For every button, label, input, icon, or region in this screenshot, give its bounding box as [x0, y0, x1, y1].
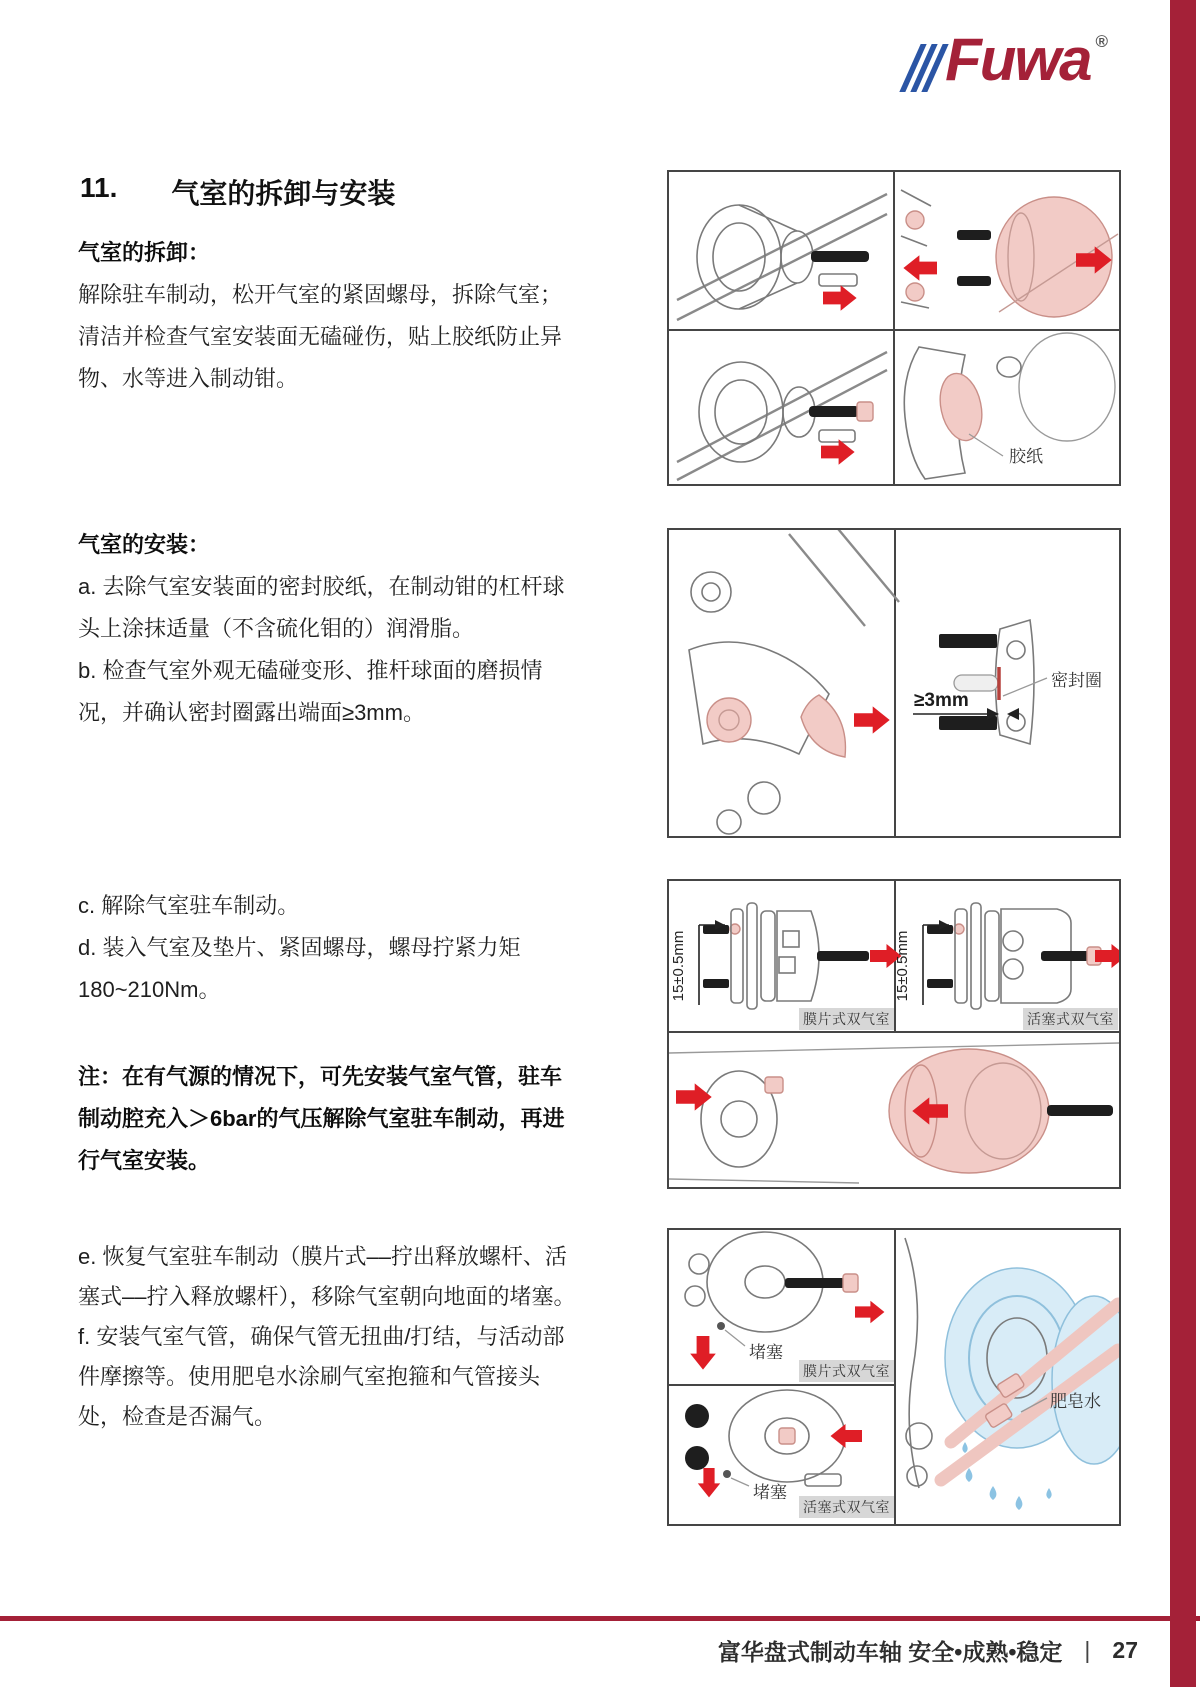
- note-text: 注：在有气源的情况下，可先安装气室气管，驻车制动腔充入＞6bar的气压解除气室驻车制动，再进行气室安装。: [78, 1064, 565, 1173]
- removal-section: [78, 236, 583, 400]
- figure-removal-art: [669, 172, 1119, 484]
- logo-wordmark: Fuwa: [945, 26, 1091, 93]
- figure-seal-check: [667, 528, 1121, 838]
- install-item-c: c. 解除气室驻车制动。: [78, 893, 300, 918]
- piston-type-tag: 活塞式双气室: [1023, 1008, 1118, 1030]
- install-heading: 气室的安装：: [78, 532, 211, 557]
- seal-closeup-drawing: [913, 620, 1047, 744]
- logo-slashes-icon: [910, 44, 938, 92]
- footer-page-number: 27: [1112, 1637, 1138, 1663]
- footer-separator: |: [1084, 1637, 1091, 1663]
- note-block: [78, 1056, 583, 1182]
- diaphragm-chamber-drawing: [670, 903, 869, 1009]
- section-number: 11.: [80, 172, 118, 203]
- plug-label: 堵塞: [749, 1343, 783, 1362]
- stroke-dimension-text: 15±0.5mm: [894, 930, 911, 1002]
- piston-chamber-drawing: [894, 903, 1101, 1009]
- install-steps-ef: [78, 1237, 583, 1437]
- section-title-text: 气室的拆卸与安装: [171, 178, 396, 209]
- soap-water-label: 肥皂水: [1050, 1392, 1101, 1411]
- section-title: [80, 172, 395, 212]
- red-arrow-icon: [676, 1083, 712, 1110]
- install-steps-cd: [78, 885, 583, 1011]
- registered-mark-icon: ®: [1095, 32, 1108, 51]
- red-arrow-icon: [855, 1301, 884, 1323]
- axle-drawing: [677, 352, 887, 480]
- removal-body: 解除驻车制动，松开气室的紧固螺母，拆除气室；清洁并检查气室安装面无磕碰伤，贴上胶纸防止异物、水等进入制动钳。: [78, 282, 563, 391]
- figure-park-release: [667, 1228, 1121, 1526]
- diaphragm-type-tag: 膜片式双气室: [799, 1360, 894, 1382]
- page-footer: [718, 1634, 1138, 1667]
- red-arrow-icon: [690, 1336, 716, 1370]
- chamber-install-drawing: [669, 1043, 1119, 1183]
- stroke-dimension-text: 15±0.5mm: [670, 930, 687, 1002]
- install-item-f: f. 安装气室气管，确保气管无扭曲/打结，与活动部件摩擦等。使用肥皂水涂刷气室抱箍和气管接头处，检查是否漏气。: [78, 1324, 565, 1429]
- diaphragm-release-drawing: [685, 1232, 858, 1346]
- figure-install-torque: [667, 879, 1121, 1189]
- install-item-a: a. 去除气室安装面的密封胶纸，在制动钳的杠杆球头上涂抹适量（不含硫化钼的）润滑脂。: [78, 574, 565, 641]
- piston-type-tag: 活塞式双气室: [799, 1496, 894, 1518]
- fuwa-logo: [910, 26, 1108, 93]
- diaphragm-type-tag: 膜片式双气室: [799, 1008, 894, 1030]
- install-item-e: e. 恢复气室驻车制动（膜片式––拧出释放螺杆、活塞式––拧入释放螺杆），移除气室朝向地面的堵塞。: [78, 1244, 576, 1309]
- tape-label: 胶纸: [1009, 447, 1043, 466]
- install-section: [78, 528, 583, 734]
- seal-dimension-text: ≥3mm: [914, 690, 969, 711]
- red-arrow-icon: [698, 1468, 720, 1497]
- red-arrow-icon: [831, 1424, 863, 1448]
- red-arrow-icon: [821, 439, 855, 465]
- page-edge-bar: [1170, 0, 1196, 1687]
- red-arrow-icon: [903, 255, 937, 281]
- caliper-grease-drawing: [689, 530, 899, 834]
- axle-drawing: [677, 194, 887, 320]
- figure-release-art: [669, 1230, 1119, 1524]
- red-arrow-icon: [823, 285, 857, 311]
- removal-heading: 气室的拆卸：: [78, 240, 211, 265]
- figure-removal-grid: [667, 170, 1121, 486]
- leak-check-drawing: [905, 1238, 1119, 1510]
- footer-tagline: 富华盘式制动车轴 安全•成熟•稳定: [717, 1639, 1063, 1665]
- install-item-d: d. 装入气室及垫片、紧固螺母，螺母拧紧力矩180~210Nm。: [78, 935, 521, 1002]
- figure-install-art: [669, 881, 1119, 1187]
- footer-rule: [0, 1616, 1200, 1621]
- plug-label: 堵塞: [753, 1483, 787, 1502]
- seal-ring-label: 密封圈: [1051, 671, 1102, 690]
- install-item-b: b. 检查气室外观无磕碰变形、推杆球面的磨损情况，并确认密封圈露出端面≥3mm。: [78, 658, 543, 725]
- red-arrow-icon: [854, 706, 890, 733]
